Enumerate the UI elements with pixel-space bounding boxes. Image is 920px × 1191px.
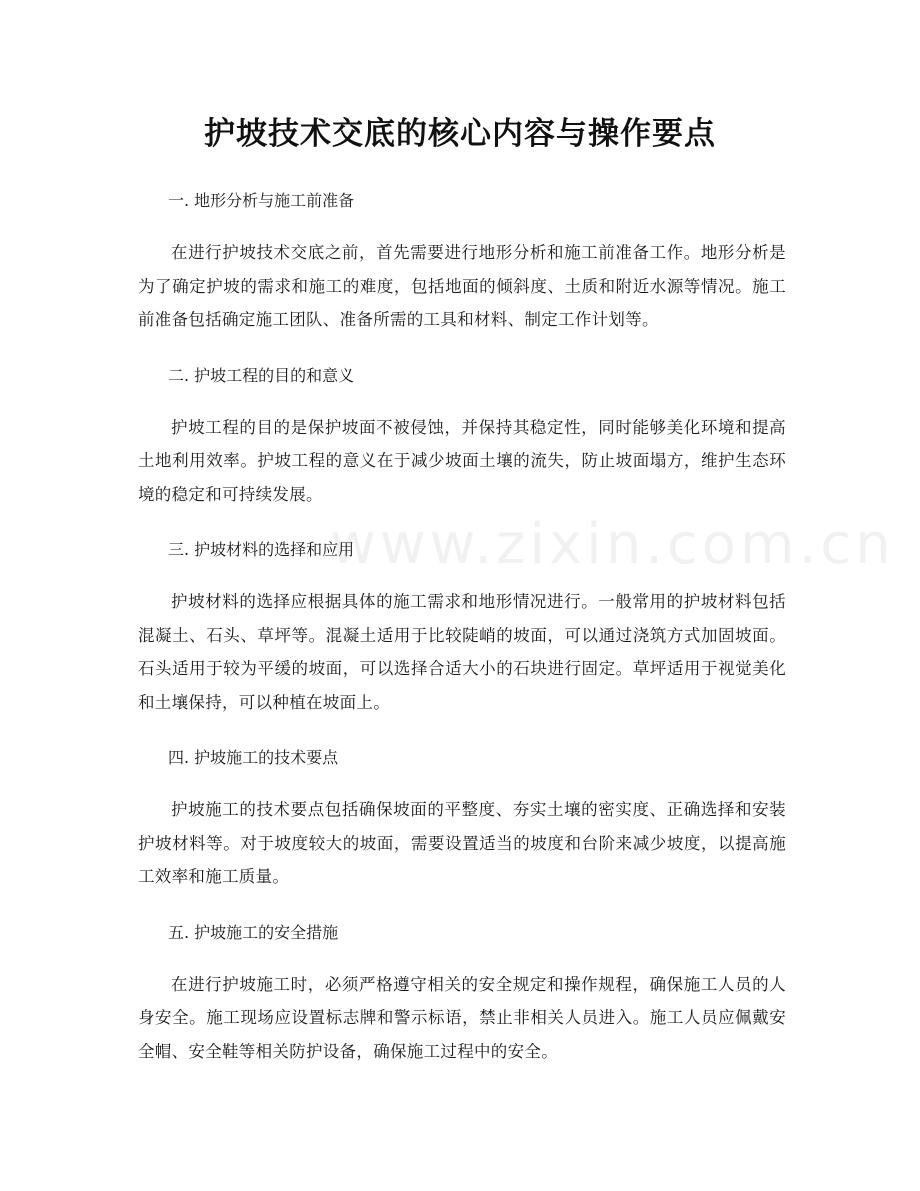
section-paragraph: 在进行护坡施工时，必须严格遵守相关的安全规定和操作规程，确保施工人员的人身安全。施工现场应设置标志牌和警示标语，禁止非相关人员进入。施工人员应佩戴安全帽、安全鞋等相关防护设备，确保施工过程中的安全。 <box>138 974 786 1061</box>
section-heading: 五. 护坡施工的安全措施 <box>168 922 339 942</box>
section-paragraph: 在进行护坡技术交底之前，首先需要进行地形分析和施工前准备工作。地形分析是为了确定护坡的需求和施工的难度，包括地面的倾斜度、土质和附近水源等情况。施工前准备包括确定施工团队、准备所需的工具和材料、制定工作计划等。 <box>138 243 786 329</box>
section-heading: 二. 护坡工程的目的和意义 <box>168 365 355 385</box>
section-safety-measures <box>138 918 786 1069</box>
section-paragraph: 护坡材料的选择应根据具体的施工需求和地形情况进行。一般常用的护坡材料包括混凝土、石头、草坪等。混凝土适用于比较陡峭的坡面，可以通过浇筑方式加固坡面。石头适用于较为平缓的坡面，可以选择合适大小的石块进行固定。草坪适用于视觉美化和土壤保持，可以种植在坡面上。 <box>138 592 786 712</box>
section-paragraph: 护坡施工的技术要点包括确保坡面的平整度、夯实土壤的密实度、正确选择和安装护坡材料等。对于坡度较大的坡面，需要设置适当的坡度和台阶来减少坡度，以提高施工效率和施工质量。 <box>138 800 786 886</box>
section-heading: 四. 护坡施工的技术要点 <box>168 748 339 767</box>
watermark: www.zixin.com.cn <box>330 512 895 577</box>
section-paragraph: 护坡工程的目的是保护坡面不被侵蚀，并保持其稳定性，同时能够美化环境和提高土地利用效率。护坡工程的意义在于减少坡面土壤的流失，防止坡面塌方，维护生态环境的稳定和可持续发展。 <box>138 417 786 504</box>
section-purpose-significance <box>138 361 786 512</box>
section-terrain-preparation <box>138 186 786 337</box>
section-technical-points <box>138 743 786 894</box>
section-heading: 三. 护坡材料的选择和应用 <box>168 540 355 559</box>
section-heading: 一. 地形分析与施工前准备 <box>168 191 355 210</box>
page-title: 护坡技术交底的核心内容与操作要点 <box>204 116 716 152</box>
document-body <box>138 186 895 1092</box>
section-materials <box>138 535 786 719</box>
